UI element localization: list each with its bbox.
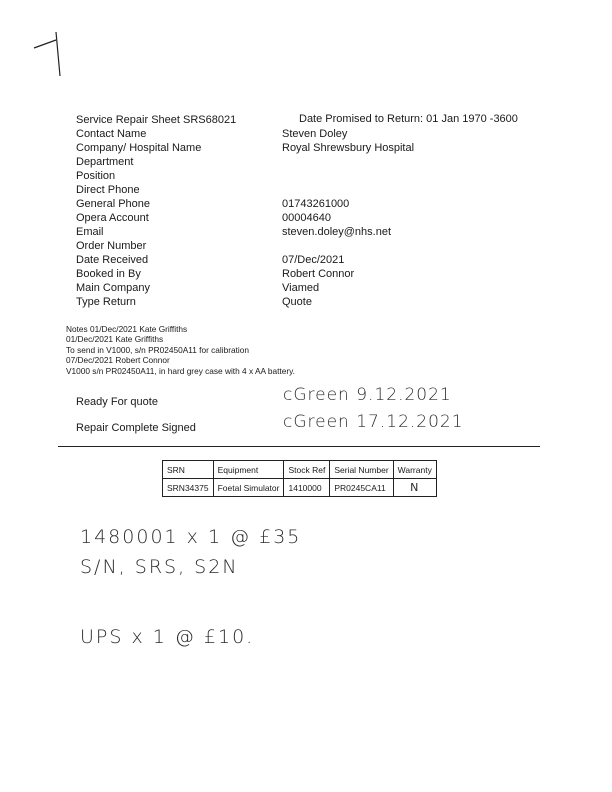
- company-label: Company/ Hospital Name: [76, 142, 202, 154]
- general-phone-label: General Phone: [76, 198, 150, 210]
- booked-in-by-value: Robert Connor: [282, 268, 355, 280]
- stock-ref-header: Stock Ref: [284, 461, 330, 479]
- equipment-header: Equipment: [213, 461, 284, 479]
- email-label: Email: [76, 226, 104, 238]
- handwritten-line-2: S/N, SRS, S2N: [80, 556, 239, 578]
- repair-complete-label: Repair Complete Signed: [76, 422, 196, 434]
- page-corner-mark-icon: [30, 28, 80, 78]
- opera-account-label: Opera Account: [76, 212, 149, 224]
- opera-account-value: 00004640: [282, 212, 331, 224]
- booked-in-by-label: Booked in By: [76, 268, 141, 280]
- table-row: [163, 479, 437, 497]
- section-divider: [58, 446, 540, 447]
- main-company-label: Main Company: [76, 282, 150, 294]
- department-label: Department: [76, 156, 134, 168]
- stock-ref-cell: 1410000: [284, 479, 330, 497]
- warranty-header: Warranty: [393, 461, 436, 479]
- company-value: Royal Shrewsbury Hospital: [282, 142, 415, 154]
- ready-for-quote-label: Ready For quote: [76, 396, 158, 408]
- note-line: 07/Dec/2021 Robert Connor: [66, 355, 170, 366]
- warranty-cell: N: [393, 479, 436, 497]
- contact-name-label: Contact Name: [76, 128, 147, 140]
- date-promised: Date Promised to Return: 01 Jan 1970 -3600: [299, 113, 518, 125]
- sheet-title: Service Repair Sheet SRS68021: [76, 114, 237, 126]
- notes-block: [66, 324, 295, 376]
- note-line: Notes 01/Dec/2021 Kate Griffiths: [66, 324, 188, 334]
- type-return-value: Quote: [282, 296, 312, 308]
- equipment-table: [162, 460, 437, 497]
- contact-name-value: Steven Doley: [282, 128, 348, 140]
- ready-signature: cGreen 9.12.2021: [283, 385, 452, 405]
- srn-cell: SRN34375: [163, 479, 214, 497]
- type-return-label: Type Return: [76, 296, 136, 308]
- date-received-value: 07/Dec/2021: [282, 254, 345, 266]
- complete-signature: cGreen 17.12.2021: [283, 412, 464, 432]
- serial-number-header: Serial Number: [330, 461, 393, 479]
- main-company-value: Viamed: [282, 282, 320, 294]
- handwritten-line-3: UPS x 1 @ £10.: [80, 626, 255, 648]
- general-phone-value: 01743261000: [282, 198, 350, 210]
- note-line: 01/Dec/2021 Kate Griffiths: [66, 334, 164, 345]
- note-line: V1000 s/n PR02450A11, in hard grey case with 4 x AA battery.: [66, 365, 295, 376]
- note-line: To send in V1000, s/n PR02450A11 for calibration: [66, 344, 249, 355]
- srn-header: SRN: [163, 461, 214, 479]
- email-value: steven.doley@nhs.net: [282, 226, 392, 238]
- serial-number-cell: PR0245CA11: [330, 479, 393, 497]
- table-header-row: [163, 461, 437, 479]
- position-label: Position: [76, 170, 116, 182]
- order-number-label: Order Number: [76, 240, 147, 252]
- equipment-cell: Foetal Simulator: [213, 479, 284, 497]
- direct-phone-label: Direct Phone: [76, 184, 140, 196]
- handwritten-line-1: 1480001 x 1 @ £35: [80, 526, 302, 548]
- date-received-label: Date Received: [76, 254, 149, 266]
